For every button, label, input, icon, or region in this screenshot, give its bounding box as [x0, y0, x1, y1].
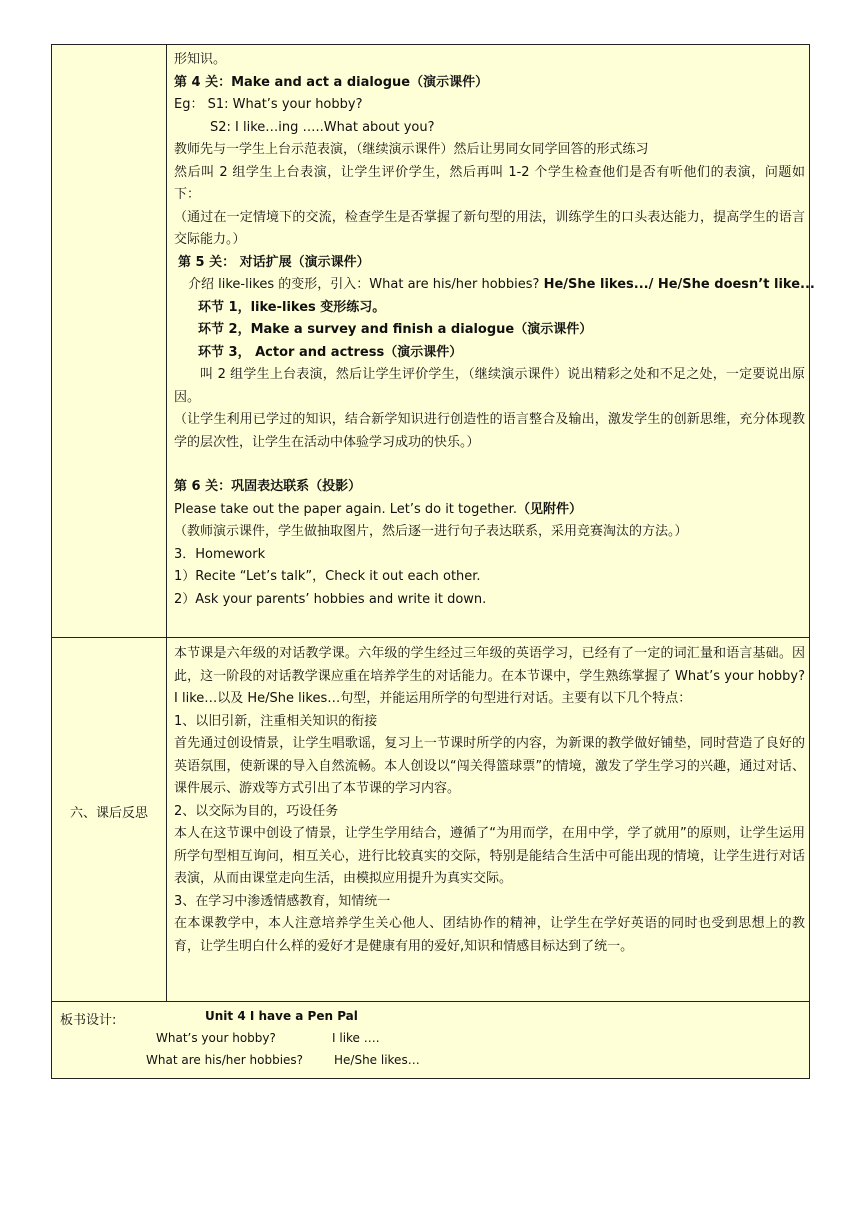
text-line: 然后叫 2 组学生上台表演，让学生评价学生，然后再叫 1-2 个学生检查他们是否有听他们的表演，问题如下： [174, 164, 805, 202]
text-line: 教师先与一学生上台示范表演，（继续演示课件）然后让男同女同学回答的形式练习 [174, 142, 649, 157]
example-line: S2: I like…ing …..What about you? [210, 119, 435, 135]
lesson-plan-table [51, 44, 815, 1079]
text-line: （让学生利用已学过的知识，结合新学知识进行创造性的语言整合及输出，激发学生的创新思维，充分体现教学的层次性，让学生在活动中体验学习成功的快乐。） [174, 412, 805, 450]
step-heading: 第 6 关：巩固表达联系（投影） [174, 479, 362, 494]
board-question: What’s your hobby? [156, 1031, 276, 1045]
homework-heading: 3．Homework [174, 546, 266, 562]
text-line: Please take out the paper again. Let’s do it together.（见附件） [174, 501, 582, 517]
row-divider [52, 637, 809, 638]
text-line: 形知识。 [174, 52, 227, 67]
homework-item: 2）Ask your parents’ hobbies and write it down. [174, 591, 487, 607]
board-title: Unit 4 I have a Pen Pal [205, 1009, 358, 1023]
example-line: Eg： S1: What’s your hobby? [174, 97, 363, 112]
sub-step: 环节 1，like-likes 变形练习。 [198, 299, 386, 315]
reflection-point: 1、以旧引新，注重相关知识的衔接 [174, 713, 378, 729]
step-heading: 第 5 关： 对话扩展（演示课件） [178, 254, 370, 270]
board-design-label: 板书设计: [60, 1013, 117, 1028]
sub-step: 环节 2，Make a survey and finish a dialogue（演示课件） [198, 322, 593, 337]
board-answer: He/She likes… [334, 1053, 420, 1067]
step-heading: 第 4 关：Make and act a dialogue（演示课件） [174, 74, 489, 90]
teaching-steps-cell [174, 49, 815, 611]
sub-step: 环节 3， Actor and actress（演示课件） [198, 344, 463, 360]
board-question: What are his/her hobbies? [146, 1053, 304, 1067]
board-answer: I like …. [332, 1031, 380, 1045]
text-line: （通过在一定情境下的交流，检查学生是否掌握了新句型的用法，训练学生的口头表达能力，提高学生的语言交际能力。） [174, 209, 805, 247]
row-divider [52, 1001, 809, 1002]
reflection-paragraph: 首先通过创设情景，让学生唱歌谣，复习上一节课时所学的内容，为新课的教学做好铺垫，同时营造了良好的英语氛围，使新课的导入自然流畅。本人创设以“闯关得篮球票”的情境，激发了学生学习的兴趣，通过对话、课件展示、游戏等方式引出了本节课的学习内容。 [174, 736, 805, 796]
text-line: 叫 2 组学生上台表演，然后让学生评价学生，（继续演示课件）说出精彩之处和不足之处，一定要说出原因。 [174, 367, 805, 405]
reflection-paragraph: 本人在这节课中创设了情景，让学生学用结合，遵循了“为用而学，在用中学，学了就用”的原则，让学生运用所学句型相互询问，相互关心，进行比较真实的交际，特别是能结合生活中可能出现的情境，让学生进行对话表演，从而由课堂走向生活，由模拟应用提升为真实交际。 [174, 826, 805, 886]
reflection-paragraph: 在本课教学中，本人注意培养学生关心他人、团结协作的精神，让学生在学好英语的同时也受到思想上的教育，让学生明白什么样的爱好才是健康有用的爱好,知识和情感目标达到了统一。 [174, 916, 805, 954]
reflection-cell [174, 643, 805, 958]
reflection-point: 3、在学习中渗透情感教育，知情统一 [174, 893, 391, 909]
column-divider [166, 45, 167, 1002]
text-line: （教师演示课件，学生做抽取图片，然后逐一进行句子表达联系，采用竞赛淘汰的方法。） [174, 524, 688, 539]
reflection-point: 2、以交际为目的，巧设任务 [174, 803, 339, 819]
reflection-paragraph: 本节课是六年级的对话教学课。六年级的学生经过三年级的英语学习，已经有了一定的词汇量和语言基础。因此，这一阶段的对话教学课应重在培养学生的对话能力。在本节课中，学生熟练掌握了 What’s your hobby? I like…以及 He/She likes…句型，并能运用所学的句型进行对话。主要有以下几个特点： [174, 646, 805, 706]
text-line: 介绍 like-likes 的变形，引入：What are his/her hobbies? He/She likes.../ He/She doesn’t like... [188, 277, 815, 292]
homework-item: 1）Recite “Let’s talk”，Check it out each other. [174, 569, 481, 584]
reflection-label: 六、课后反思 [69, 806, 148, 821]
